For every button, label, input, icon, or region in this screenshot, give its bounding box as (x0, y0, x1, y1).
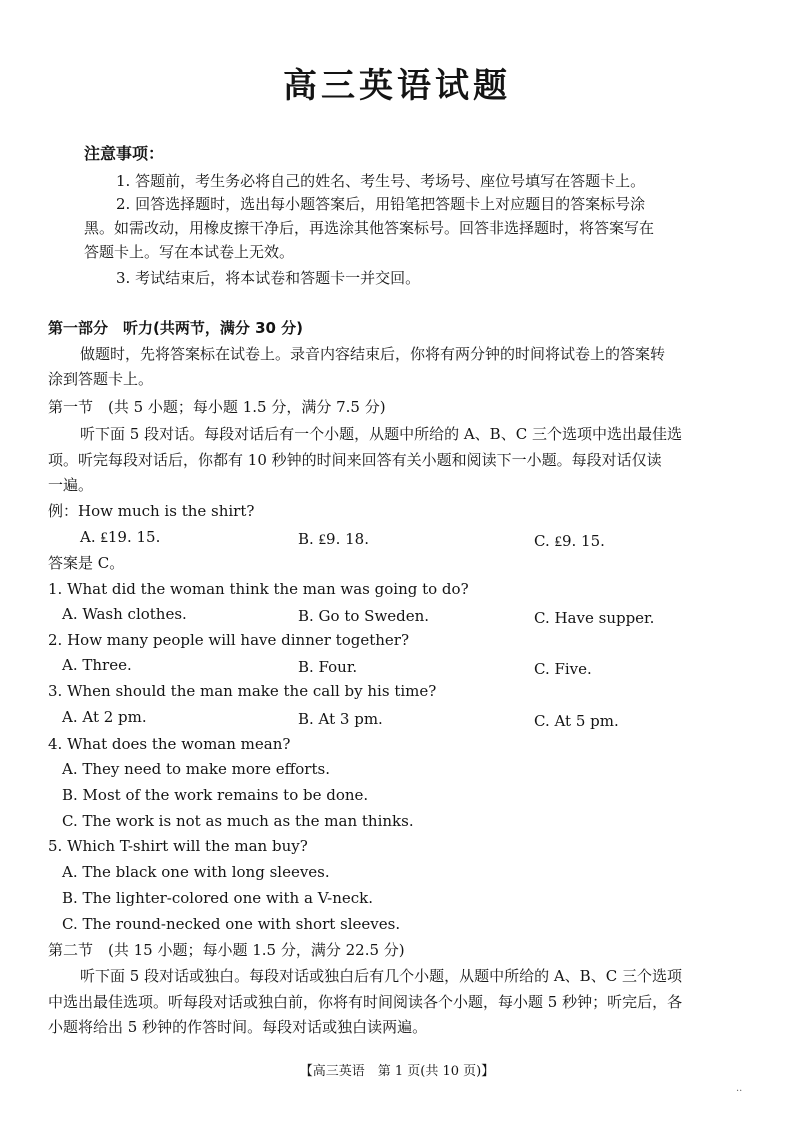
section2-intro-line-3: 小题将给出 5 秒钟的作答时间。每段对话或独白读两遍。 (48, 1018, 428, 1036)
example-option-a: A. ₤19. 15. (80, 528, 161, 546)
question-3-option-c: C. At 5 pm. (534, 712, 619, 730)
question-1-option-c: C. Have supper. (534, 609, 655, 627)
question-4: 4. What does the woman mean? (48, 735, 291, 753)
question-4-option-c: C. The work is not as much as the man thinks. (62, 812, 414, 830)
question-5-option-c: C. The round-necked one with short sleeves. (62, 915, 401, 933)
notice-item-2-line-3: 答题卡上。写在本试卷上无效。 (84, 243, 295, 261)
notice-item-2-line-1: 2. 回答选择题时，选出每小题答案后，用铅笔把答题卡上对应题目的答案标号涂 (116, 195, 646, 213)
part1-intro-line-1: 做题时，先将答案标在试卷上。录音内容结束后，你将有两分钟的时间将试卷上的答案转 (80, 345, 666, 363)
footer-mark: ·· (736, 1086, 743, 1097)
question-1-option-a: A. Wash clothes. (62, 605, 187, 623)
question-5-option-b: B. The lighter-colored one with a V-neck. (62, 889, 374, 907)
part1-heading: 第一部分 听力(共两节，满分 30 分) (48, 319, 304, 337)
section2-intro-line-1: 听下面 5 段对话或独白。每段对话或独白后有几个小题，从题中所给的 A、B、C 三个选项 (80, 967, 682, 985)
question-2: 2. How many people will have dinner together? (48, 631, 409, 649)
notice-heading: 注意事项： (84, 144, 165, 163)
example-answer: 答案是 C。 (48, 554, 125, 572)
question-2-option-c: C. Five. (534, 660, 592, 678)
notice-item-3: 3. 考试结束后，将本试卷和答题卡一并交回。 (116, 269, 421, 287)
question-3-option-a: A. At 2 pm. (62, 708, 147, 726)
notice-item-2-line-2: 黑。如需改动，用橡皮擦干净后，再选涂其他答案标号。回答非选择题时，将答案写在 (84, 219, 655, 237)
question-5: 5. Which T-shirt will the man buy? (48, 837, 308, 855)
question-4-option-a: A. They need to make more efforts. (62, 760, 330, 778)
question-4-option-b: B. Most of the work remains to be done. (62, 786, 369, 804)
notice-item-1: 1. 答题前，考生务必将自己的姓名、考生号、考场号、座位号填写在答题卡上。 (116, 172, 646, 190)
section2-heading: 第二节 (共 15 小题；每小题 1.5 分，满分 22.5 分) (48, 941, 405, 959)
section2-intro-line-2: 中选出最佳选项。听每段对话或独白前，你将有时间阅读各个小题，每小题 5 秒钟；听完后，各 (48, 993, 683, 1011)
question-1-option-b: B. Go to Sweden. (298, 607, 430, 625)
section1-intro-line-3: 一遍。 (48, 476, 94, 494)
question-1: 1. What did the woman think the man was going to do? (48, 580, 469, 598)
section1-heading: 第一节 (共 5 小题；每小题 1.5 分，满分 7.5 分) (48, 398, 386, 416)
part1-intro-line-2: 涂到答题卡上。 (48, 370, 154, 388)
section1-intro-line-2: 项。听完每段对话后，你都有 10 秒钟的时间来回答有关小题和阅读下一小题。每段对话仅读 (48, 451, 662, 469)
section1-intro-line-1: 听下面 5 段对话。每段对话后有一个小题，从题中所给的 A、B、C 三个选项中选出最佳选 (80, 425, 682, 443)
question-5-option-a: A. The black one with long sleeves. (62, 863, 330, 881)
question-3-option-b: B. At 3 pm. (298, 710, 383, 728)
example-question: 例：How much is the shirt? (48, 502, 255, 520)
example-option-c: C. ₤9. 15. (534, 532, 605, 550)
example-option-b: B. ₤9. 18. (298, 530, 369, 548)
page-title: 高三英语试题 (283, 66, 511, 106)
question-2-option-a: A. Three. (62, 656, 132, 674)
page-footer: 【高三英语 第 1 页(共 10 页)】 (299, 1064, 495, 1079)
question-2-option-b: B. Four. (298, 658, 358, 676)
question-3: 3. When should the man make the call by his time? (48, 682, 437, 700)
